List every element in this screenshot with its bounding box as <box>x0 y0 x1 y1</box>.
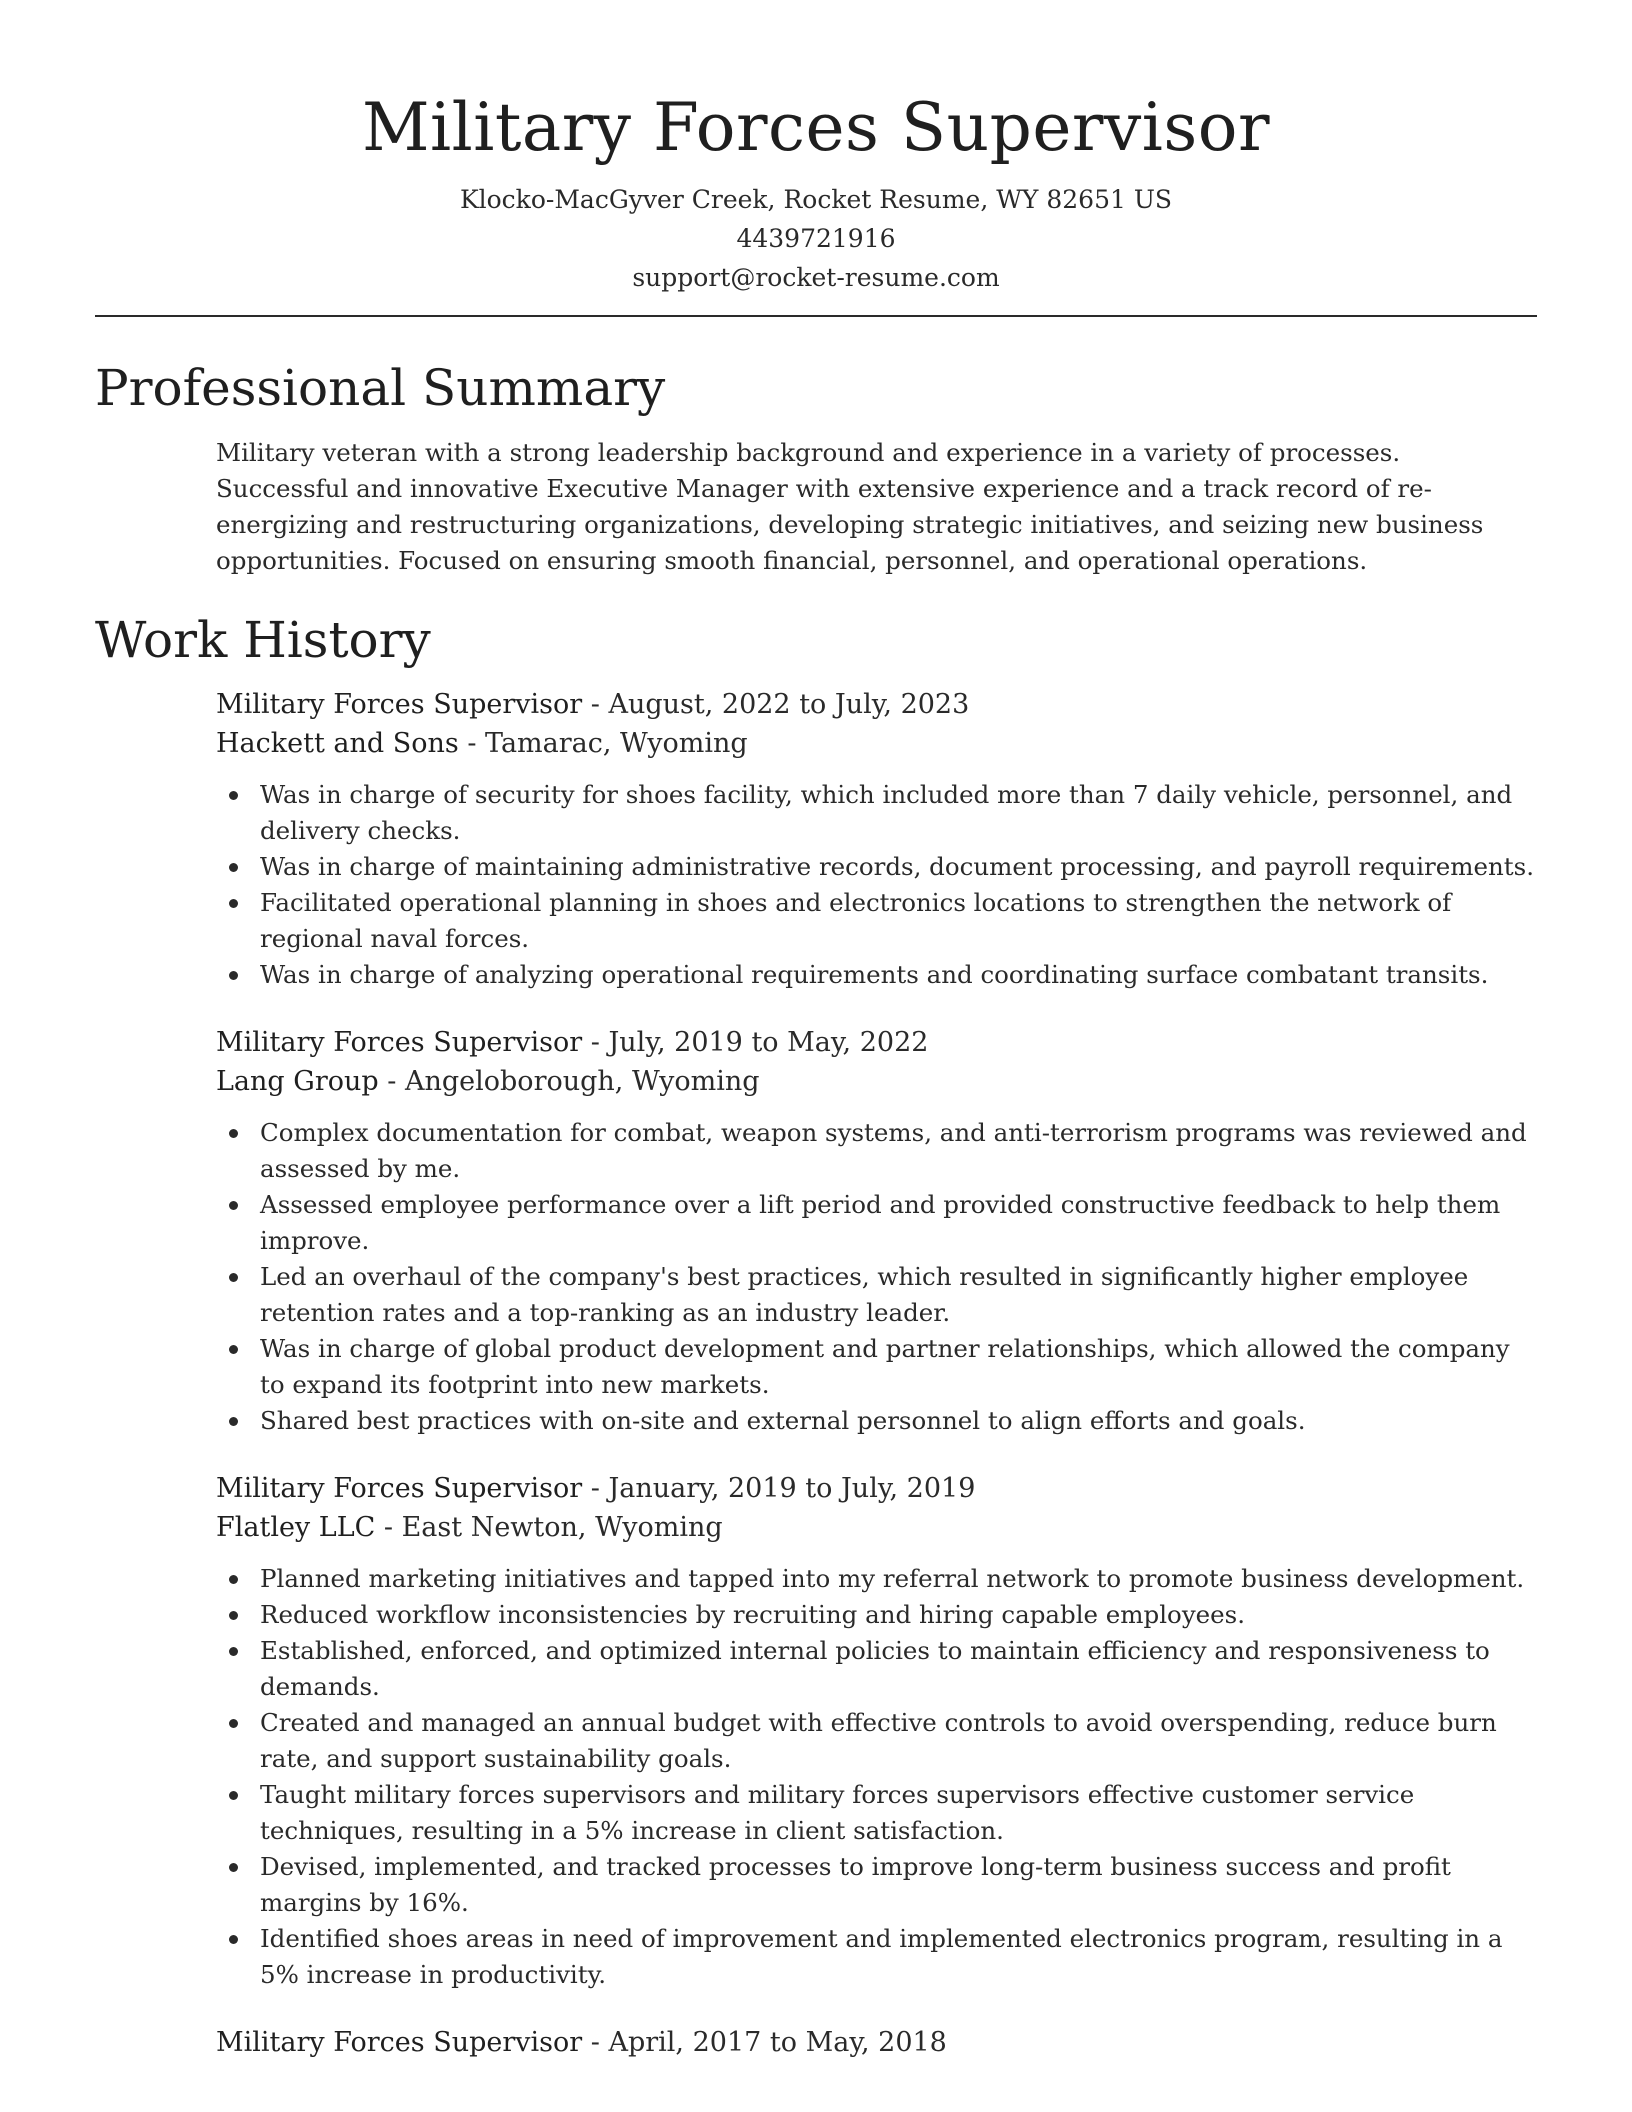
bullet-icon <box>229 1417 238 1426</box>
job-bullet: Facilitated operational planning in shoes and electronics locations to strengthen the network of regional naval forces. <box>260 885 1537 957</box>
job-bullet: Reduced workflow inconsistencies by recruiting and hiring capable employees. <box>260 1597 1537 1633</box>
bullet-icon <box>229 971 238 980</box>
job-bullet: Created and managed an annual budget with effective controls to avoid overspending, reduce burn rate, and support sustainability goals. <box>260 1705 1537 1777</box>
job-entry <box>216 1469 1537 1993</box>
bullet-icon <box>229 899 238 908</box>
job-bullets <box>260 1561 1537 1993</box>
job-company-line: Hackett and Sons - Tamarac, Wyoming <box>216 728 748 759</box>
job-bullet: Was in charge of analyzing operational requirements and coordinating surface combatant transits. <box>260 957 1537 993</box>
bullet-icon <box>229 1575 238 1584</box>
bullet-icon <box>229 1647 238 1656</box>
bullet-icon <box>229 1345 238 1354</box>
candidate-name: Military Forces Supervisor <box>361 89 1271 166</box>
job-bullet: Devised, implemented, and tracked processes to improve long-term business success and profit margins by 16%. <box>260 1849 1537 1921</box>
resume-header <box>95 0 1537 297</box>
job-bullet: Complex documentation for combat, weapon systems, and anti-terrorism programs was reviewed and assessed by me. <box>260 1115 1537 1187</box>
job-bullet: Taught military forces supervisors and military forces supervisors effective customer service techniques, resulting in a 5% increase in client satisfaction. <box>260 1777 1537 1849</box>
summary-section-title: Professional Summary <box>95 359 666 417</box>
job-location: East Newton, Wyoming <box>401 1512 723 1543</box>
bullet-icon <box>229 1863 238 1872</box>
bullet-icon <box>229 863 238 872</box>
job-bullet: Identified shoes areas in need of improvement and implemented electronics program, resulting in a 5% increase in productivity. <box>260 1921 1537 1993</box>
contact-address: Klocko-MacGyver Creek, Rocket Resume, WY 82651 US <box>459 185 1173 214</box>
bullet-icon <box>229 1201 238 1210</box>
bullet-icon <box>229 791 238 800</box>
job-company-line: Lang Group - Angeloborough, Wyoming <box>216 1066 760 1097</box>
summary-text: Military veteran with a strong leadership background and experience in a variety of processes. Successful and innovative Executive Manager with extensive experience and a track record of re-energizing and restructuring organizations, developing strategic initiatives, and seizing new business opportunities. Focused on ensuring smooth financial, personnel, and operational operations. <box>216 438 1484 575</box>
bullet-icon <box>229 1273 238 1282</box>
job-title: Military Forces Supervisor <box>216 2027 583 2058</box>
job-company: Flatley LLC <box>216 1512 376 1543</box>
job-dates: August, 2022 to July, 2023 <box>608 689 970 720</box>
work-history-list <box>95 685 1537 2062</box>
work-section-title: Work History <box>95 611 431 669</box>
job-entry <box>216 2023 1537 2062</box>
job-entry <box>216 1023 1537 1439</box>
job-title: Military Forces Supervisor <box>216 1027 583 1058</box>
job-bullet: Was in charge of maintaining administrative records, document processing, and payroll requirements. <box>260 849 1537 885</box>
job-dates: July, 2019 to May, 2022 <box>608 1027 929 1058</box>
job-title-line: Military Forces Supervisor - July, 2019 to May, 2022 <box>216 1027 929 1058</box>
job-title-line: Military Forces Supervisor - January, 2019 to July, 2019 <box>216 1473 976 1504</box>
job-bullet: Led an overhaul of the company's best practices, which resulted in significantly higher employee retention rates and a top-ranking as an industry leader. <box>260 1259 1537 1331</box>
job-company: Hackett and Sons <box>216 728 459 759</box>
bullet-icon <box>229 1611 238 1620</box>
header-divider <box>95 315 1537 317</box>
job-location: Tamarac, Wyoming <box>485 728 748 759</box>
bullet-icon <box>229 1791 238 1800</box>
job-bullet: Was in charge of security for shoes facility, which included more than 7 daily vehicle, personnel, and delivery checks. <box>260 777 1537 849</box>
bullet-icon <box>229 1129 238 1138</box>
bullet-icon <box>229 1935 238 1944</box>
resume-page <box>95 0 1537 2062</box>
job-bullets <box>260 777 1537 993</box>
job-bullet: Shared best practices with on-site and external personnel to align efforts and goals. <box>260 1403 1537 1439</box>
job-bullet: Was in charge of global product development and partner relationships, which allowed the company to expand its footprint into new markets. <box>260 1331 1537 1403</box>
bullet-icon <box>229 1719 238 1728</box>
job-company: Lang Group <box>216 1066 379 1097</box>
job-bullet: Planned marketing initiatives and tapped into my referral network to promote business development. <box>260 1561 1537 1597</box>
job-location: Angeloborough, Wyoming <box>404 1066 760 1097</box>
job-title: Military Forces Supervisor <box>216 1473 583 1504</box>
contact-email: support@rocket-resume.com <box>632 263 1000 292</box>
job-bullets <box>260 1115 1537 1439</box>
contact-phone: 4439721916 <box>736 224 896 253</box>
job-title-line: Military Forces Supervisor - April, 2017 to May, 2018 <box>216 2027 947 2058</box>
job-bullet: Established, enforced, and optimized internal policies to maintain efficiency and responsiveness to demands. <box>260 1633 1537 1705</box>
job-title-line: Military Forces Supervisor - August, 2022 to July, 2023 <box>216 689 970 720</box>
job-title: Military Forces Supervisor <box>216 689 583 720</box>
contact-block <box>95 180 1537 297</box>
job-company-line: Flatley LLC - East Newton, Wyoming <box>216 1512 723 1543</box>
job-entry <box>216 685 1537 993</box>
job-dates: January, 2019 to July, 2019 <box>608 1473 976 1504</box>
job-dates: April, 2017 to May, 2018 <box>608 2027 947 2058</box>
job-bullet: Assessed employee performance over a lift period and provided constructive feedback to help them improve. <box>260 1187 1537 1259</box>
